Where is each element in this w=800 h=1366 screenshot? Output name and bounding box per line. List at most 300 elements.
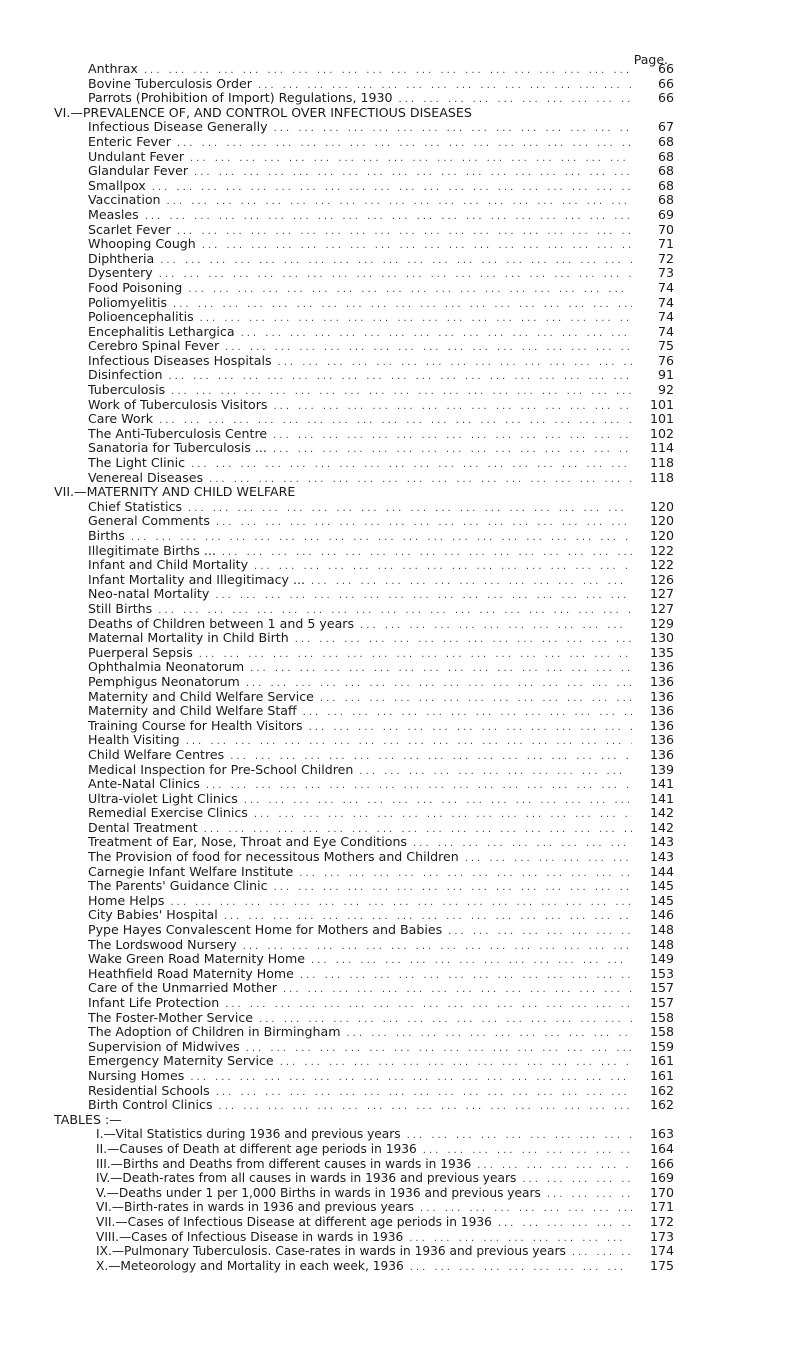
dot-leader	[216, 1086, 632, 1101]
entry-title: Infant and Child Mortality	[88, 557, 249, 573]
toc-entry	[54, 660, 674, 675]
toc-entry	[54, 339, 674, 354]
toc-entry	[54, 179, 674, 194]
entry-page-number: 73	[657, 265, 674, 281]
dot-leader	[190, 1071, 632, 1086]
entry-page-number: 139	[649, 761, 674, 777]
entry-page-number: 166	[649, 1155, 674, 1171]
toc-entry	[54, 675, 674, 690]
toc-entry	[54, 62, 674, 77]
entry-title: Home Helps	[88, 892, 165, 908]
entry-title: Bovine Tuberculosis Order	[88, 75, 252, 91]
entry-page-number: 136	[649, 673, 674, 689]
dot-leader	[278, 356, 632, 371]
entry-page-number: 72	[657, 250, 674, 266]
entry-title: Scarlet Fever	[88, 221, 171, 237]
dot-leader	[410, 1261, 632, 1276]
entry-page-number: 120	[649, 498, 674, 514]
dot-leader	[177, 225, 632, 240]
toc-entry	[54, 266, 674, 281]
dot-leader	[206, 779, 632, 794]
entry-title: III.—Births and Deaths from different causes in wards in 1936	[96, 1156, 472, 1171]
entry-title: Infectious Disease Generally	[88, 119, 268, 135]
entry-page-number: 68	[657, 177, 674, 193]
toc-entry	[54, 135, 674, 150]
toc-entry	[54, 1200, 674, 1215]
entry-page-number: 101	[649, 396, 674, 412]
entry-title: Anthrax	[88, 61, 138, 76]
entry-title: The Provision of food for necessitous Mothers and Children	[88, 849, 459, 865]
toc-entry	[54, 704, 674, 719]
entry-title: The Light Clinic	[88, 455, 186, 471]
dot-leader	[170, 896, 632, 911]
entry-title: Chief Statistics	[88, 498, 183, 514]
toc-entry	[54, 310, 674, 325]
toc-entry	[54, 1127, 674, 1142]
entry-title: Vaccination	[88, 192, 161, 208]
entry-page-number: 71	[657, 236, 674, 252]
entry-page-number: 153	[649, 965, 674, 981]
toc-entry	[54, 631, 674, 646]
dot-leader	[300, 969, 632, 984]
entry-title: Dysentery	[88, 265, 153, 281]
entry-page-number: 74	[657, 309, 674, 325]
entry-title: Deaths of Children between 1 and 5 years	[88, 615, 355, 631]
toc-entry	[54, 602, 674, 617]
entry-title: Wake Green Road Maternity Home	[88, 951, 305, 967]
entry-title: Child Welfare Centres	[88, 746, 225, 762]
entry-title: Neo-natal Mortality	[88, 586, 210, 602]
toc-entry	[54, 471, 674, 486]
entry-title: VII.—Cases of Infectious Disease at different age periods in 1936	[96, 1214, 492, 1229]
dot-leader	[547, 1188, 632, 1203]
entry-title: Medical Inspection for Pre-School Children	[88, 761, 354, 777]
toc-entry	[54, 923, 674, 938]
dot-leader	[222, 546, 632, 561]
dot-leader	[320, 692, 632, 707]
dot-leader	[152, 181, 632, 196]
entry-title: Supervision of Midwives	[88, 1038, 240, 1054]
entry-title: Pemphigus Neonatorum	[88, 673, 240, 689]
toc-entry	[54, 1259, 674, 1274]
entry-page-number: 66	[657, 90, 674, 106]
entry-title: The Anti-Tuberculosis Centre	[88, 425, 268, 441]
toc-entry	[54, 821, 674, 836]
entry-title: Cerebro Spinal Fever	[88, 338, 220, 354]
toc-entry	[54, 120, 674, 135]
entry-page-number: 76	[657, 352, 674, 368]
tables-entries	[54, 1127, 674, 1273]
entry-page-number: 159	[649, 1038, 674, 1054]
entry-page-number: 142	[649, 805, 674, 821]
toc-entry	[54, 325, 674, 340]
entry-page-number: 126	[649, 571, 674, 587]
entry-page-number: 144	[649, 863, 674, 879]
entry-title: II.—Causes of Death at different age periods in 1936	[96, 1141, 417, 1156]
entry-page-number: 122	[649, 542, 674, 558]
entry-title: Enteric Fever	[88, 133, 171, 149]
dot-leader	[465, 852, 632, 867]
entry-title: Encephalitis Lethargica	[88, 323, 235, 339]
dot-leader	[168, 370, 632, 385]
entry-page-number: 68	[657, 192, 674, 208]
dot-leader	[190, 152, 632, 167]
entry-title: General Comments	[88, 513, 210, 529]
entry-page-number: 114	[649, 440, 674, 456]
toc-entry	[54, 500, 674, 515]
toc-entry	[54, 223, 674, 238]
toc-entry	[54, 865, 674, 880]
entry-page-number: 173	[649, 1228, 674, 1244]
toc-entry	[54, 354, 674, 369]
section-heading-vi: VI.—PREVALENCE OF, AND CONTROL OVER INFECTIOUS DISEASES	[54, 104, 472, 120]
entry-title: Pype Hayes Convalescent Home for Mothers and Babies	[88, 922, 443, 938]
dot-leader	[177, 137, 632, 152]
dot-leader	[215, 589, 632, 604]
entry-page-number: 136	[649, 732, 674, 748]
entry-page-number: 66	[657, 61, 674, 76]
entry-page-number: 101	[649, 411, 674, 427]
section-vi-entries	[54, 120, 674, 485]
entry-title: Poliomyelitis	[88, 294, 168, 310]
entry-title: Maternity and Child Welfare Staff	[88, 703, 297, 719]
toc-entry	[54, 1157, 674, 1172]
entry-page-number: 136	[649, 688, 674, 704]
entry-page-number: 122	[649, 557, 674, 573]
entry-title: X.—Meteorology and Mortality in each week, 1936	[96, 1258, 404, 1273]
entry-page-number: 118	[649, 469, 674, 485]
entry-page-number: 157	[649, 980, 674, 996]
dot-leader	[219, 1100, 632, 1115]
dot-leader	[448, 925, 632, 940]
entry-title: The Parents' Guidance Clinic	[88, 878, 268, 894]
toc-entry	[54, 967, 674, 982]
toc-entry	[54, 894, 674, 909]
toc-entry	[54, 1230, 674, 1245]
entry-page-number: 136	[649, 659, 674, 675]
toc-entry	[54, 296, 674, 311]
entry-page-number: 146	[649, 907, 674, 923]
entry-page-number: 102	[649, 425, 674, 441]
entry-page-number: 74	[657, 279, 674, 295]
dot-leader	[225, 998, 632, 1013]
toc-entry	[54, 938, 674, 953]
dot-leader	[244, 794, 632, 809]
toc-entry	[54, 1011, 674, 1026]
toc-entry	[54, 383, 674, 398]
dot-leader	[194, 166, 632, 181]
entry-page-number: 120	[649, 513, 674, 529]
toc-entry	[54, 879, 674, 894]
entry-page-number: 129	[649, 615, 674, 631]
table-of-contents	[54, 62, 674, 1273]
toc-entry	[54, 1244, 674, 1259]
entry-page-number: 149	[649, 951, 674, 967]
toc-entry	[54, 398, 674, 413]
entry-page-number: 161	[649, 1053, 674, 1069]
entry-title: Ophthalmia Neonatorum	[88, 659, 245, 675]
entry-page-number: 145	[649, 878, 674, 894]
entry-page-number: 92	[657, 382, 674, 398]
section-heading-vii: VII.—MATERNITY AND CHILD WELFARE	[54, 484, 296, 500]
entry-title: Smallpox	[88, 177, 146, 193]
entry-page-number: 158	[649, 1009, 674, 1025]
toc-entry	[54, 617, 674, 632]
entry-page-number: 145	[649, 892, 674, 908]
entries-block-a	[54, 62, 674, 106]
entry-page-number: 157	[649, 995, 674, 1010]
toc-entry	[54, 690, 674, 705]
entry-title: The Lordswood Nursery	[88, 936, 237, 952]
entry-page-number: 162	[649, 1097, 674, 1113]
entry-page-number: 136	[649, 717, 674, 733]
entry-title: Birth Control Clinics	[88, 1097, 213, 1113]
entry-title: Ante-Natal Clinics	[88, 776, 200, 792]
dot-leader	[346, 1027, 632, 1042]
toc-entry	[54, 806, 674, 821]
toc-entry	[54, 1084, 674, 1099]
toc-entry	[54, 164, 674, 179]
entry-title: Treatment of Ear, Nose, Throat and Eye Conditions	[88, 834, 407, 850]
entry-page-number: 135	[649, 644, 674, 660]
entry-title: Puerperal Sepsis	[88, 644, 193, 660]
toc-entry	[54, 996, 674, 1011]
page-column-label: Page.	[633, 52, 668, 67]
toc-entry	[54, 777, 674, 792]
toc-entry	[54, 573, 674, 588]
entry-title: Illegitimate Births ...	[88, 542, 216, 558]
toc-entry	[54, 208, 674, 223]
entry-page-number: 130	[649, 630, 674, 646]
entry-page-number: 158	[649, 1024, 674, 1040]
dot-leader	[188, 283, 632, 298]
dot-leader	[167, 195, 632, 210]
entry-title: Births	[88, 528, 125, 543]
entry-title: Carnegie Infant Welfare Institute	[88, 863, 294, 879]
dot-leader	[299, 867, 632, 882]
dot-leader	[360, 619, 632, 634]
toc-entry	[54, 1054, 674, 1069]
dot-leader	[280, 1056, 632, 1071]
entry-page-number: 174	[649, 1243, 674, 1259]
toc-entry	[54, 792, 674, 807]
entry-title: Sanatoria for Tuberculosis ...	[88, 440, 267, 456]
entry-title: Remedial Exercise Clinics	[88, 805, 248, 821]
entry-page-number: 148	[649, 936, 674, 952]
dot-leader	[160, 254, 632, 269]
toc-entry	[54, 281, 674, 296]
entry-title: Health Visiting	[88, 732, 180, 748]
dot-leader	[572, 1246, 632, 1261]
toc-entry	[54, 91, 674, 106]
toc-entry	[54, 77, 674, 92]
dot-leader	[274, 122, 632, 137]
entry-title: Nursing Homes	[88, 1067, 185, 1083]
dot-leader	[145, 210, 632, 225]
entry-page-number: 169	[649, 1170, 674, 1186]
entry-title: Maternal Mortality in Child Birth	[88, 630, 289, 646]
toc-entry	[54, 1171, 674, 1186]
dot-leader	[186, 735, 632, 750]
entry-title: Heathfield Road Maternity Home	[88, 965, 294, 981]
toc-entry	[54, 748, 674, 763]
entry-page-number: 148	[649, 922, 674, 938]
toc-entry	[54, 850, 674, 865]
entry-page-number: 162	[649, 1082, 674, 1098]
toc-entry	[54, 1186, 674, 1201]
entry-title: Undulant Fever	[88, 148, 184, 164]
dot-leader	[273, 400, 632, 415]
entry-title: Training Course for Health Visitors	[88, 717, 303, 733]
toc-entry	[54, 952, 674, 967]
toc-entry	[54, 1025, 674, 1040]
toc-entry	[54, 427, 674, 442]
dot-leader	[254, 808, 632, 823]
entry-title: IV.—Death-rates from all causes in wards in 1936 and previous years	[96, 1171, 517, 1186]
dot-leader	[359, 765, 632, 780]
toc-entry	[54, 1098, 674, 1113]
entry-page-number: 175	[649, 1257, 674, 1273]
dot-leader	[283, 983, 632, 998]
dot-leader	[241, 327, 632, 342]
toc-entry	[54, 193, 674, 208]
toc-entry	[54, 1142, 674, 1157]
dot-leader	[254, 560, 632, 575]
entry-page-number: 68	[657, 133, 674, 149]
entry-page-number: 141	[649, 790, 674, 806]
entry-page-number: 163	[649, 1126, 674, 1142]
entry-page-number: 127	[649, 600, 674, 616]
toc-entry	[54, 719, 674, 734]
entry-title: The Adoption of Children in Birmingham	[88, 1024, 341, 1040]
dot-leader	[250, 662, 632, 677]
dot-leader	[199, 648, 632, 663]
entry-title: Infant Mortality and Illegitimacy ...	[88, 571, 306, 587]
entry-title: Dental Treatment	[88, 819, 198, 835]
entry-page-number: 66	[657, 75, 674, 91]
entry-page-number: 67	[657, 119, 674, 135]
dot-leader	[273, 443, 632, 458]
entry-page-number: 70	[657, 221, 674, 237]
toc-entry	[54, 587, 674, 602]
toc-entry	[54, 835, 674, 850]
dot-leader	[295, 633, 632, 648]
dot-leader	[173, 298, 632, 313]
dot-leader	[311, 575, 632, 590]
entry-title: Diphtheria	[88, 250, 155, 266]
entry-title: Measles	[88, 206, 139, 222]
entry-page-number: 68	[657, 148, 674, 164]
entry-page-number: 171	[649, 1199, 674, 1215]
entry-title: Still Births	[88, 600, 153, 616]
section-vii-entries	[54, 500, 674, 1113]
entry-page-number: 170	[649, 1184, 674, 1200]
entry-title: Infant Life Protection	[88, 995, 220, 1010]
dot-leader	[202, 239, 632, 254]
toc-entry	[54, 514, 674, 529]
dot-leader	[216, 516, 632, 531]
entry-page-number: 74	[657, 294, 674, 310]
entry-title: Food Poisoning	[88, 279, 183, 295]
entry-page-number: 69	[657, 206, 674, 222]
dot-leader	[309, 721, 632, 736]
tables-heading: TABLES :—	[54, 1111, 122, 1127]
entry-title: Care Work	[88, 411, 154, 427]
entry-title: VI.—Birth-rates in wards in 1936 and previous years	[96, 1200, 415, 1215]
entry-title: Residential Schools	[88, 1082, 210, 1098]
entry-page-number: 74	[657, 323, 674, 339]
toc-entry	[54, 1215, 674, 1230]
toc-entry	[54, 981, 674, 996]
entry-title: Ultra-violet Light Clinics	[88, 790, 238, 806]
toc-entry	[54, 252, 674, 267]
toc-entry	[54, 1069, 674, 1084]
entry-title: Work of Tuberculosis Visitors	[88, 396, 268, 412]
toc-entry	[54, 529, 674, 544]
entry-page-number: 136	[649, 746, 674, 762]
entry-title: V.—Deaths under 1 per 1,000 Births in wards in 1936 and previous years	[96, 1185, 541, 1200]
entry-title: Glandular Fever	[88, 163, 189, 179]
toc-entry	[54, 441, 674, 456]
dot-leader	[311, 954, 632, 969]
entry-title: The Foster-Mother Service	[88, 1009, 254, 1025]
entry-title: Whooping Cough	[88, 236, 196, 252]
dot-leader	[188, 502, 632, 517]
dot-leader	[200, 312, 632, 327]
entry-title: Care of the Unmarried Mother	[88, 980, 277, 996]
dot-leader	[273, 429, 632, 444]
toc-entry	[54, 237, 674, 252]
entry-title: Polioencephalitis	[88, 309, 194, 325]
dot-leader	[274, 881, 632, 896]
entry-page-number: 127	[649, 586, 674, 602]
toc-entry	[54, 150, 674, 165]
toc-entry	[54, 646, 674, 661]
toc-entry	[54, 558, 674, 573]
entry-page-number: 68	[657, 163, 674, 179]
entry-title: Parrots (Prohibition of Import) Regulations, 1930	[88, 90, 393, 106]
dot-leader	[225, 341, 632, 356]
entry-title: Infectious Diseases Hospitals	[88, 352, 272, 368]
entry-page-number: 161	[649, 1067, 674, 1083]
entry-title: IX.—Pulmonary Tuberculosis. Case-rates in wards in 1936 and previous years	[96, 1244, 566, 1259]
toc-entry	[54, 412, 674, 427]
entry-title: Emergency Maternity Service	[88, 1053, 274, 1069]
toc-entry	[54, 456, 674, 471]
entry-page-number: 118	[649, 455, 674, 471]
dot-leader	[498, 1217, 632, 1232]
dot-leader	[246, 1042, 632, 1057]
entry-page-number: 142	[649, 819, 674, 835]
entry-page-number: 141	[649, 776, 674, 792]
entry-title: VIII.—Cases of Infectious Disease in wards in 1936	[96, 1229, 404, 1244]
entry-title: I.—Vital Statistics during 1936 and previous years	[96, 1127, 401, 1142]
toc-entry	[54, 544, 674, 559]
entry-title: City Babies' Hospital	[88, 907, 218, 923]
toc-entry	[54, 763, 674, 778]
toc-entry	[54, 1040, 674, 1055]
dot-leader	[159, 268, 632, 283]
entry-title: Maternity and Child Welfare Service	[88, 688, 314, 704]
toc-entry	[54, 733, 674, 748]
toc-entry	[54, 368, 674, 383]
dot-leader	[407, 1129, 632, 1144]
entry-page-number: 164	[649, 1140, 674, 1156]
toc-entry	[54, 908, 674, 923]
entry-page-number: 143	[649, 849, 674, 865]
entry-title: Tuberculosis	[88, 382, 166, 398]
entry-page-number: 120	[649, 528, 674, 543]
